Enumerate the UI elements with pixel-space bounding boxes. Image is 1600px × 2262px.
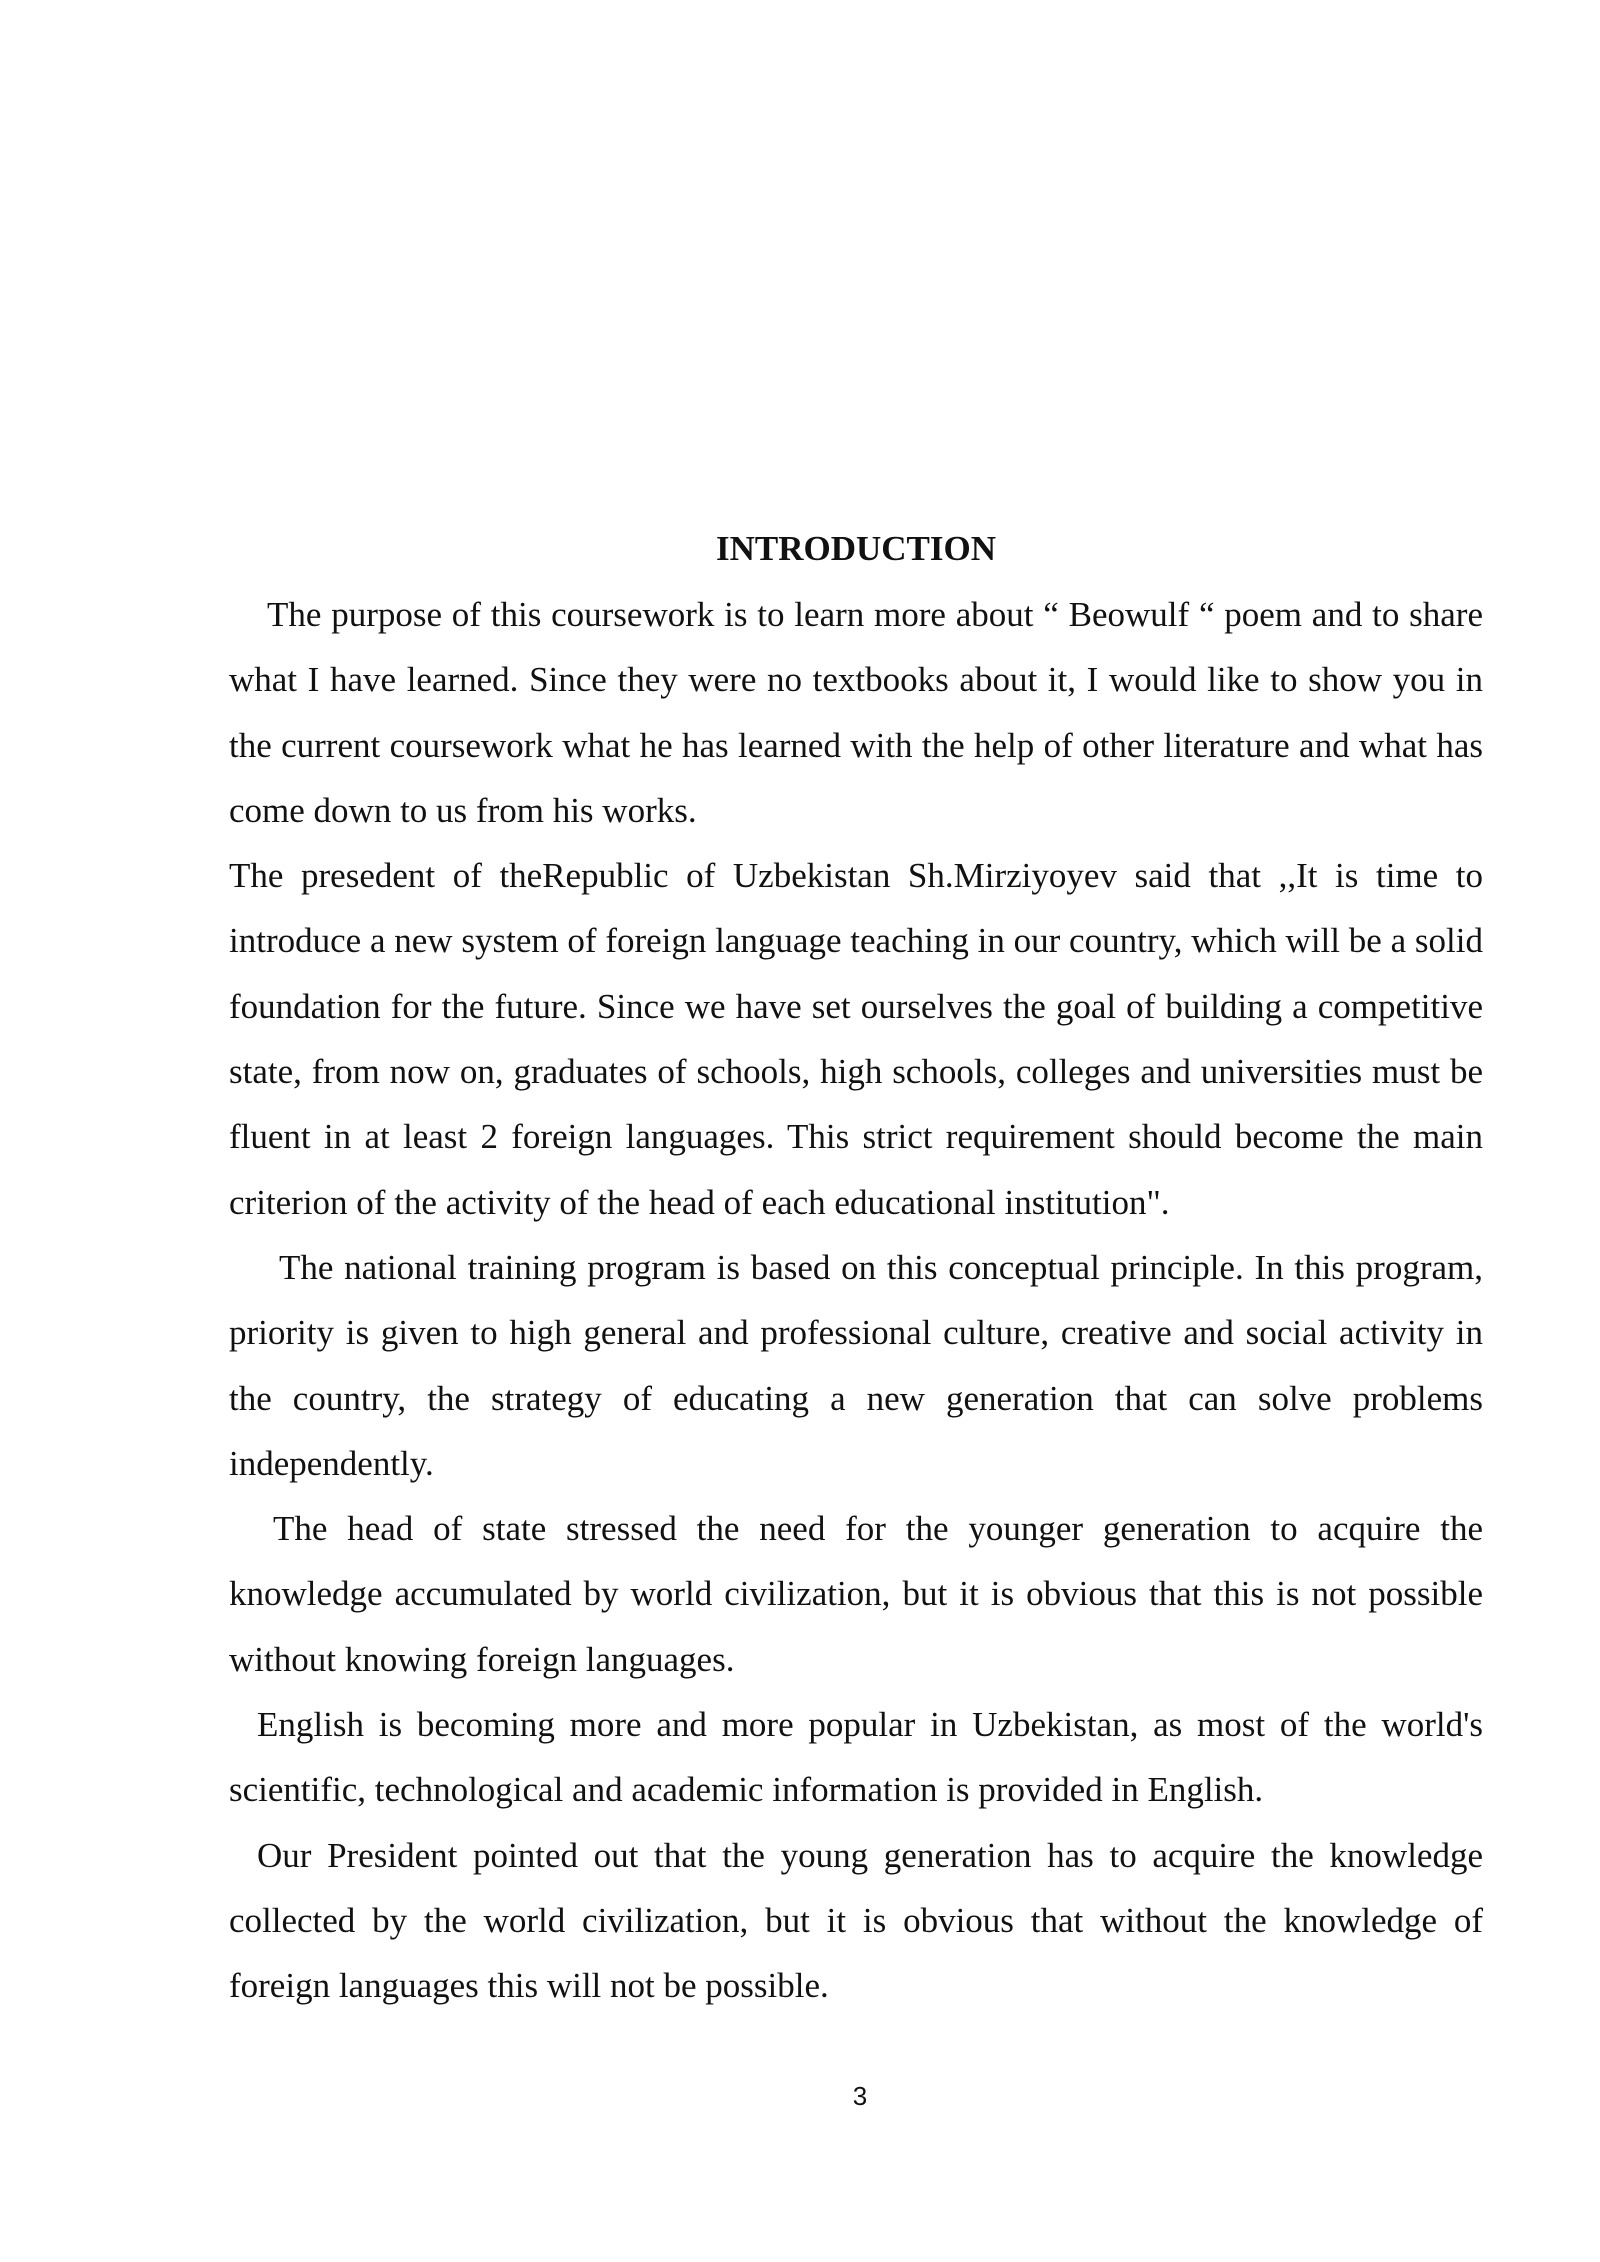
page-title: INTRODUCTION [715,529,997,568]
body-text [229,582,1483,2019]
page-number: 3 [852,2081,868,2111]
paragraph-purpose: The purpose of this coursework is to learn more about “ Beowulf “ poem and to share what I have learned. Since they were no textbooks about it, I would like to show you in the current coursework what he has learned with the help of other literature and what has come down to us from his works. [229,595,1483,830]
paragraph-english-popularity: English is becoming more and more popular in Uzbekistan, as most of the world's scientific, technological and academic information is provided in English. [229,1705,1483,1810]
paragraph-training-program: The national training program is based on this conceptual principle. In this program, priority is given to high general and professional culture, creative and social activity in the country, the strategy of educating a new generation that can solve problems independently. [229,1247,1483,1483]
paragraph-president-quote: The presedent of theRepublic of Uzbekistan Sh.Mirziyoyev said that ,,It is time to introduce a new system of foreign language teaching in our country, which will be a solid foundation for the future. Since we have set ourselves the goal of building a competitive state, from now on, graduates of schools, high schools, colleges and universities must be fluent in at least 2 foreign languages. This strict requirement should become the main criterion of the activity of the head of each educational institution". [229,856,1483,1222]
paragraph-head-of-state: The head of state stressed the need for the younger generation to acquire the knowledge accumulated by world civilization, but it is obvious that this is not possible without knowing foreign languages. [229,1509,1483,1679]
paragraph-president-knowledge: Our President pointed out that the young generation has to acquire the knowledge collected by the world civilization, but it is obvious that without the knowledge of foreign languages this will not be possible. [229,1835,1483,2006]
